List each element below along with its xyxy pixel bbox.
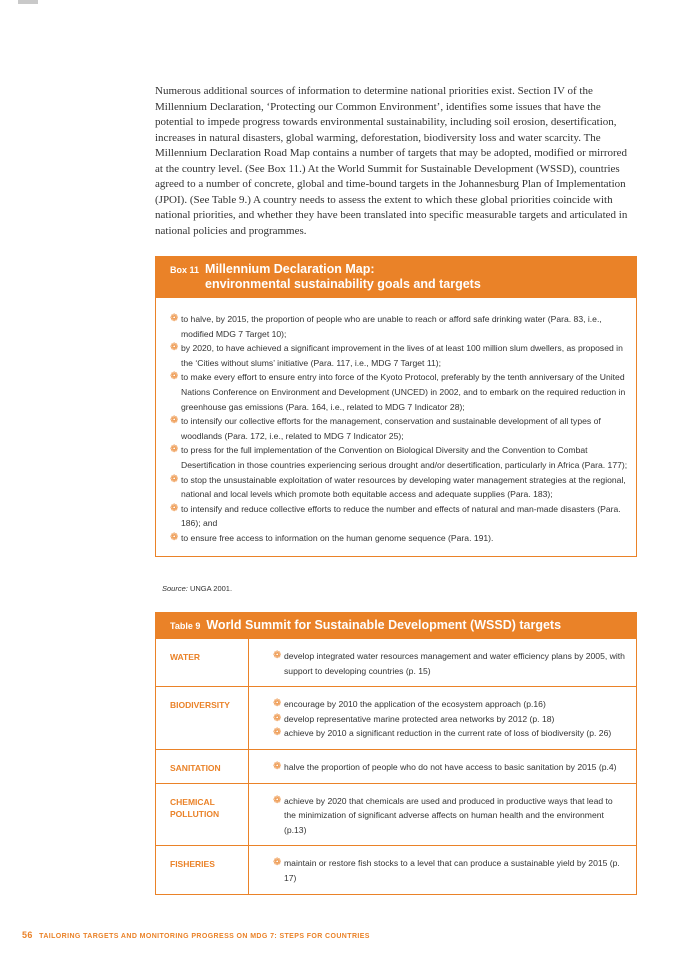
row-category: FISHERIES — [156, 846, 249, 893]
box-11-item: ❁ to ensure free access to information on the human genome sequence (Para. 191). — [170, 531, 628, 546]
source-text: UNGA 2001. — [189, 584, 233, 593]
box-11-item: ❁ to press for the full implementation of the Convention on Biological Diversity and the Convention to Combat Desertification in those countries experiencing serious drought and/or desertification, particularly in Africa (Para. 177); — [170, 444, 628, 470]
row-category: SANITATION — [156, 750, 249, 783]
target-item: ❁ achieve by 2020 that chemicals are used and produced in productive ways that lead to the minimization of significant adverse affects on human health and the environment (p.13) — [273, 794, 613, 835]
box-11-item: ❁ by 2020, to have achieved a significant improvement in the lives of at least 100 million slum dwellers, as proposed in the ‘Cities without slums’ initiative (Para. 117, i.e., MDG 7 Target 11); — [170, 342, 623, 368]
flower-bullet-icon: ❁ — [170, 502, 179, 514]
box-11 — [155, 256, 637, 557]
box-11-item: ❁ to make every effort to ensure entry into force of the Kyoto Protocol, preferably by the tenth anniversary of the United Nations Conference on Environment and Development (UNCED) in 2002, and to embark on the required reduction in greenhouse gas emissions (Para. 164, i.e., related to MDG 7 Indicator 28); — [170, 371, 626, 412]
source-label: Source: — [162, 584, 188, 593]
target-item: ❁ achieve by 2010 a significant reduction in the current rate of loss of biodiversity (p. 26) — [273, 726, 626, 741]
flower-bullet-icon: ❁ — [170, 473, 179, 485]
flower-bullet-icon: ❁ — [170, 444, 179, 456]
flower-bullet-icon: ❁ — [170, 415, 179, 427]
page-footer — [22, 930, 370, 940]
box-11-item: ❁ to halve, by 2015, the proportion of people who are unable to reach or afford safe drinking water (Para. 83, i.e., modified MDG 7 Target 10); — [170, 313, 602, 339]
flower-bullet-icon: ❁ — [273, 698, 282, 710]
box-11-title — [205, 262, 481, 292]
table-row — [156, 845, 636, 893]
box-11-item: ❁ to stop the unsustainable exploitation of water resources by developing water management strategies at the regional, national and local levels which promote both equitable access and adequate supplies (Para. 183); — [170, 473, 626, 500]
row-targets — [249, 846, 636, 893]
flower-bullet-icon: ❁ — [170, 342, 179, 354]
row-category: WATER — [156, 639, 249, 686]
flower-bullet-icon: ❁ — [170, 531, 179, 543]
flower-bullet-icon: ❁ — [273, 712, 282, 724]
flower-bullet-icon: ❁ — [273, 857, 282, 869]
table-row — [156, 783, 636, 846]
box-11-title-line1: Millennium Declaration Map: — [205, 262, 375, 276]
page-corner-mark — [18, 0, 38, 4]
target-item: ❁ develop representative marine protected area networks by 2012 (p. 18) — [273, 712, 626, 727]
box-11-header — [156, 257, 636, 298]
flower-bullet-icon: ❁ — [273, 650, 282, 661]
flower-bullet-icon: ❁ — [170, 371, 179, 383]
row-category: CHEMICAL POLLUTION — [156, 784, 249, 846]
box-11-item: ❁ to intensify our collective efforts for the management, conservation and sustainable development of all types of woodlands (Para. 172, i.e., related to MDG 7 Indicator 25); — [170, 415, 601, 441]
target-item: ❁ halve the proportion of people who do not have access to basic sanitation by 2015 (p.4) — [273, 760, 626, 775]
table-row — [156, 639, 636, 686]
page-number: 56 — [22, 930, 33, 940]
source-note — [162, 584, 232, 593]
running-title: TAILORING TARGETS AND MONITORING PROGRESS ON MDG 7: STEPS FOR COUNTRIES — [39, 933, 370, 940]
table-9-body — [156, 639, 636, 894]
box-11-title-line2: environmental sustainability goals and targets — [205, 277, 481, 291]
row-targets — [249, 750, 636, 783]
row-category: BIODIVERSITY — [156, 687, 249, 749]
row-targets — [249, 784, 636, 846]
table-9 — [155, 612, 637, 895]
table-row — [156, 749, 636, 783]
intro-paragraph: Numerous additional sources of information to determine national priorities exist. Section IV of the Millennium Declaration, ‘Protecting our Common Environment’, identifies some issues that have the potential to impede progress towards environmental sustainability, including soil erosion, desertification, increases in natural disasters, global warming, deforestation, biodiversity loss and water scarcity. The Millennium Declaration Road Map contains a number of targets that may be adopted, modified or mirrored at the country level. (See Box 11.) At the World Summit for Sustainable Development (WSSD), countries agreed to a number of concrete, global and time-bound targets in the Johannesburg Plan of Implementation (JPOI). (See Table 9.) A country needs to assess the extent to which these global priorities coincide with national priorities, and whether they have been translated into specific measurable targets and articulated in national policies and programmes. — [155, 85, 628, 237]
table-9-title: World Summit for Sustainable Development (WSSD) targets — [206, 618, 562, 632]
box-11-label: Box 11 — [170, 265, 200, 275]
target-item: ❁ maintain or restore fish stocks to a level that can produce a sustainable yield by 2015 (p. 17) — [273, 857, 620, 883]
target-item: ❁ encourage by 2010 the application of the ecosystem approach (p.16) — [273, 697, 626, 712]
table-9-label: Table 9 — [170, 621, 201, 631]
row-targets — [249, 687, 636, 749]
row-targets — [249, 639, 636, 686]
flower-bullet-icon: ❁ — [273, 794, 282, 806]
flower-bullet-icon: ❁ — [273, 760, 282, 772]
table-9-header — [156, 613, 636, 639]
box-11-item: ❁ to intensify and reduce collective efforts to reduce the number and effects of natural and man-made disasters (Para. 186); and — [170, 502, 621, 529]
flower-bullet-icon: ❁ — [170, 313, 179, 324]
box-11-list — [156, 298, 636, 556]
flower-bullet-icon: ❁ — [273, 727, 282, 739]
target-item: ❁ develop integrated water resources management and water efficiency plans by 2005, with support to developing countries (p. 15) — [273, 650, 625, 676]
table-row — [156, 686, 636, 749]
